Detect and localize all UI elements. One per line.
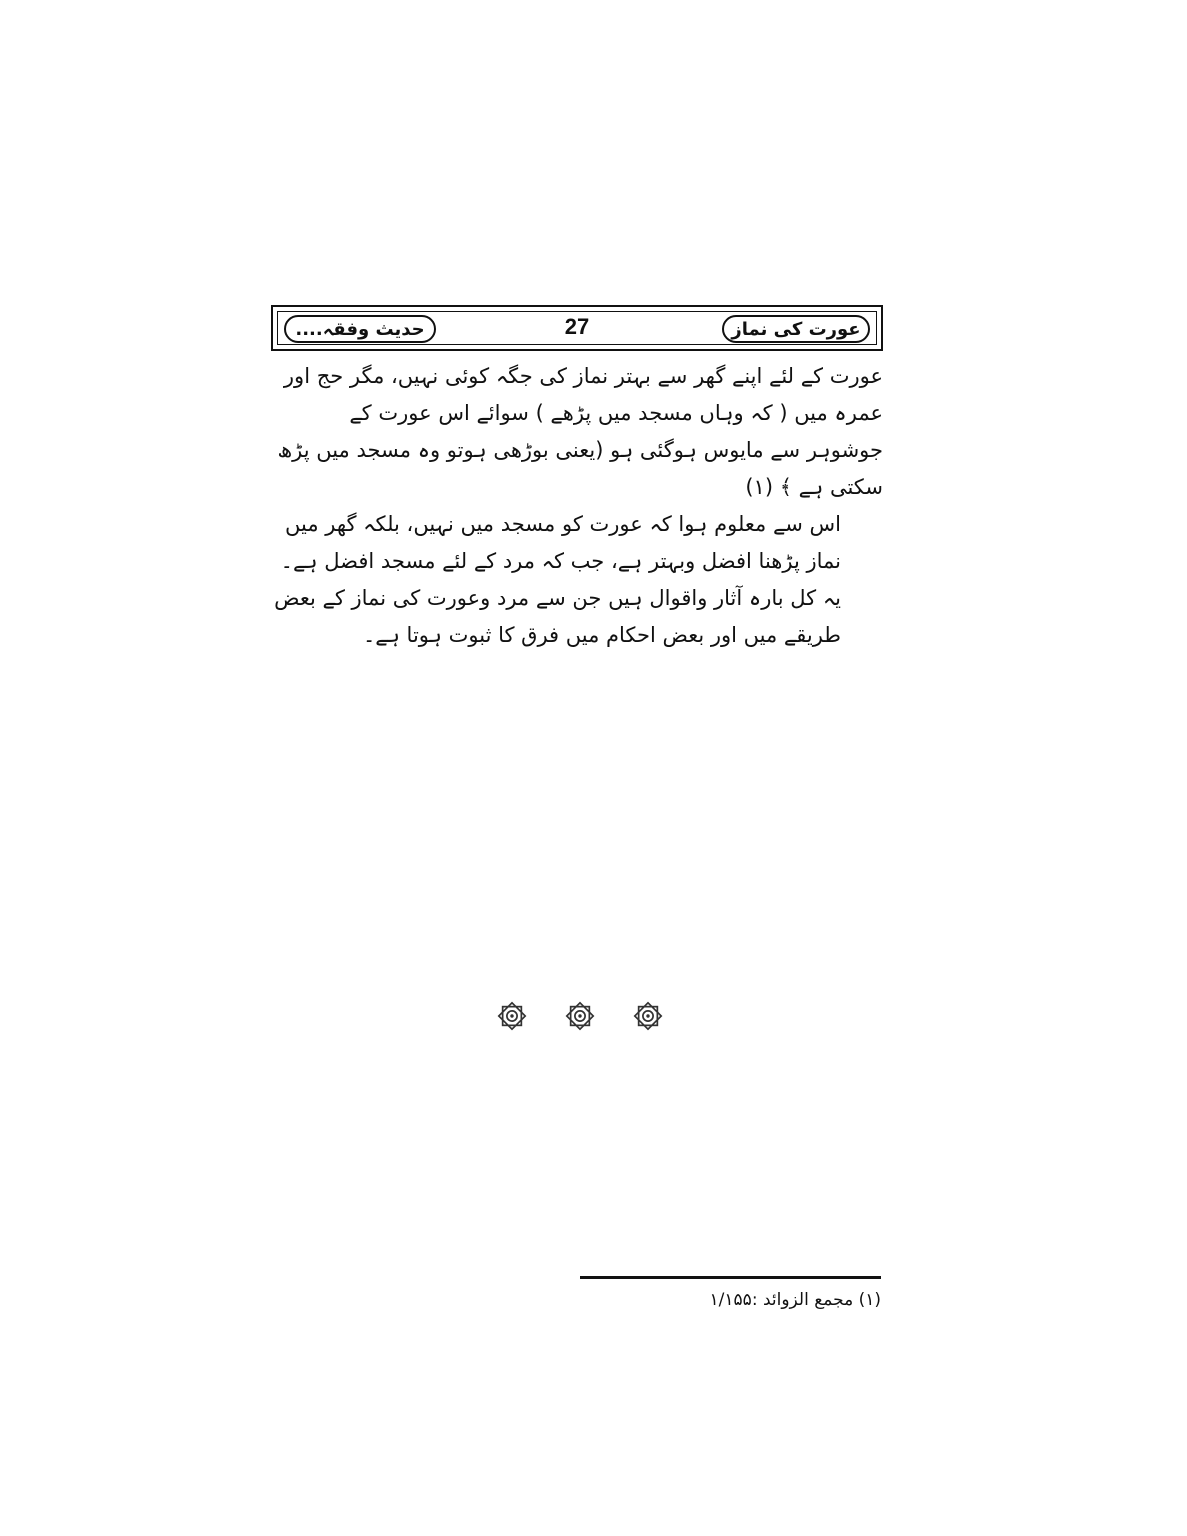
page-number: 27	[564, 314, 590, 339]
star-ornament-icon	[495, 999, 529, 1033]
footnote: (۱) مجمع الزوائد :۱/۱۵۵	[709, 1290, 881, 1310]
star-ornament-icon	[563, 999, 597, 1033]
paragraph-hadith: عورت کے لئے اپنے گھر سے بہتر نماز کی جگہ کوئی نہیں، مگر حج اور عمرہ میں ( کہ وہاں مسجد میں پڑھے ) سوائے اس عورت کے جوشوہر سے مایوس ہوگئی ہو (یعنی بوڑھی ہوتو وہ مسجد میں پڑھ سکتی ہے ﴾ (۱)	[277, 364, 883, 499]
header-inner-frame	[277, 311, 877, 345]
book-title-label: عورت کی نماز	[722, 315, 870, 343]
paragraph-conclusion: اس سے معلوم ہوا کہ عورت کو مسجد میں نہیں، بلکہ گھر میں نماز پڑھنا افضل وبہتر ہے، جب کہ مرد کے لئے مسجد افضل ہے۔	[280, 512, 841, 573]
running-header	[271, 305, 883, 351]
paragraph-summary: یہ کل بارہ آثار واقوال ہیں جن سے مرد وعورت کی نماز کے بعض طریقے میں اور بعض احکام میں فرق کا ثبوت ہوتا ہے۔	[274, 586, 841, 647]
ornament-divider	[495, 996, 665, 1036]
footnote-divider	[580, 1276, 881, 1279]
body-text	[271, 358, 883, 654]
star-ornament-icon	[631, 999, 665, 1033]
section-title-label: حدیث وفقہ....	[284, 315, 436, 343]
